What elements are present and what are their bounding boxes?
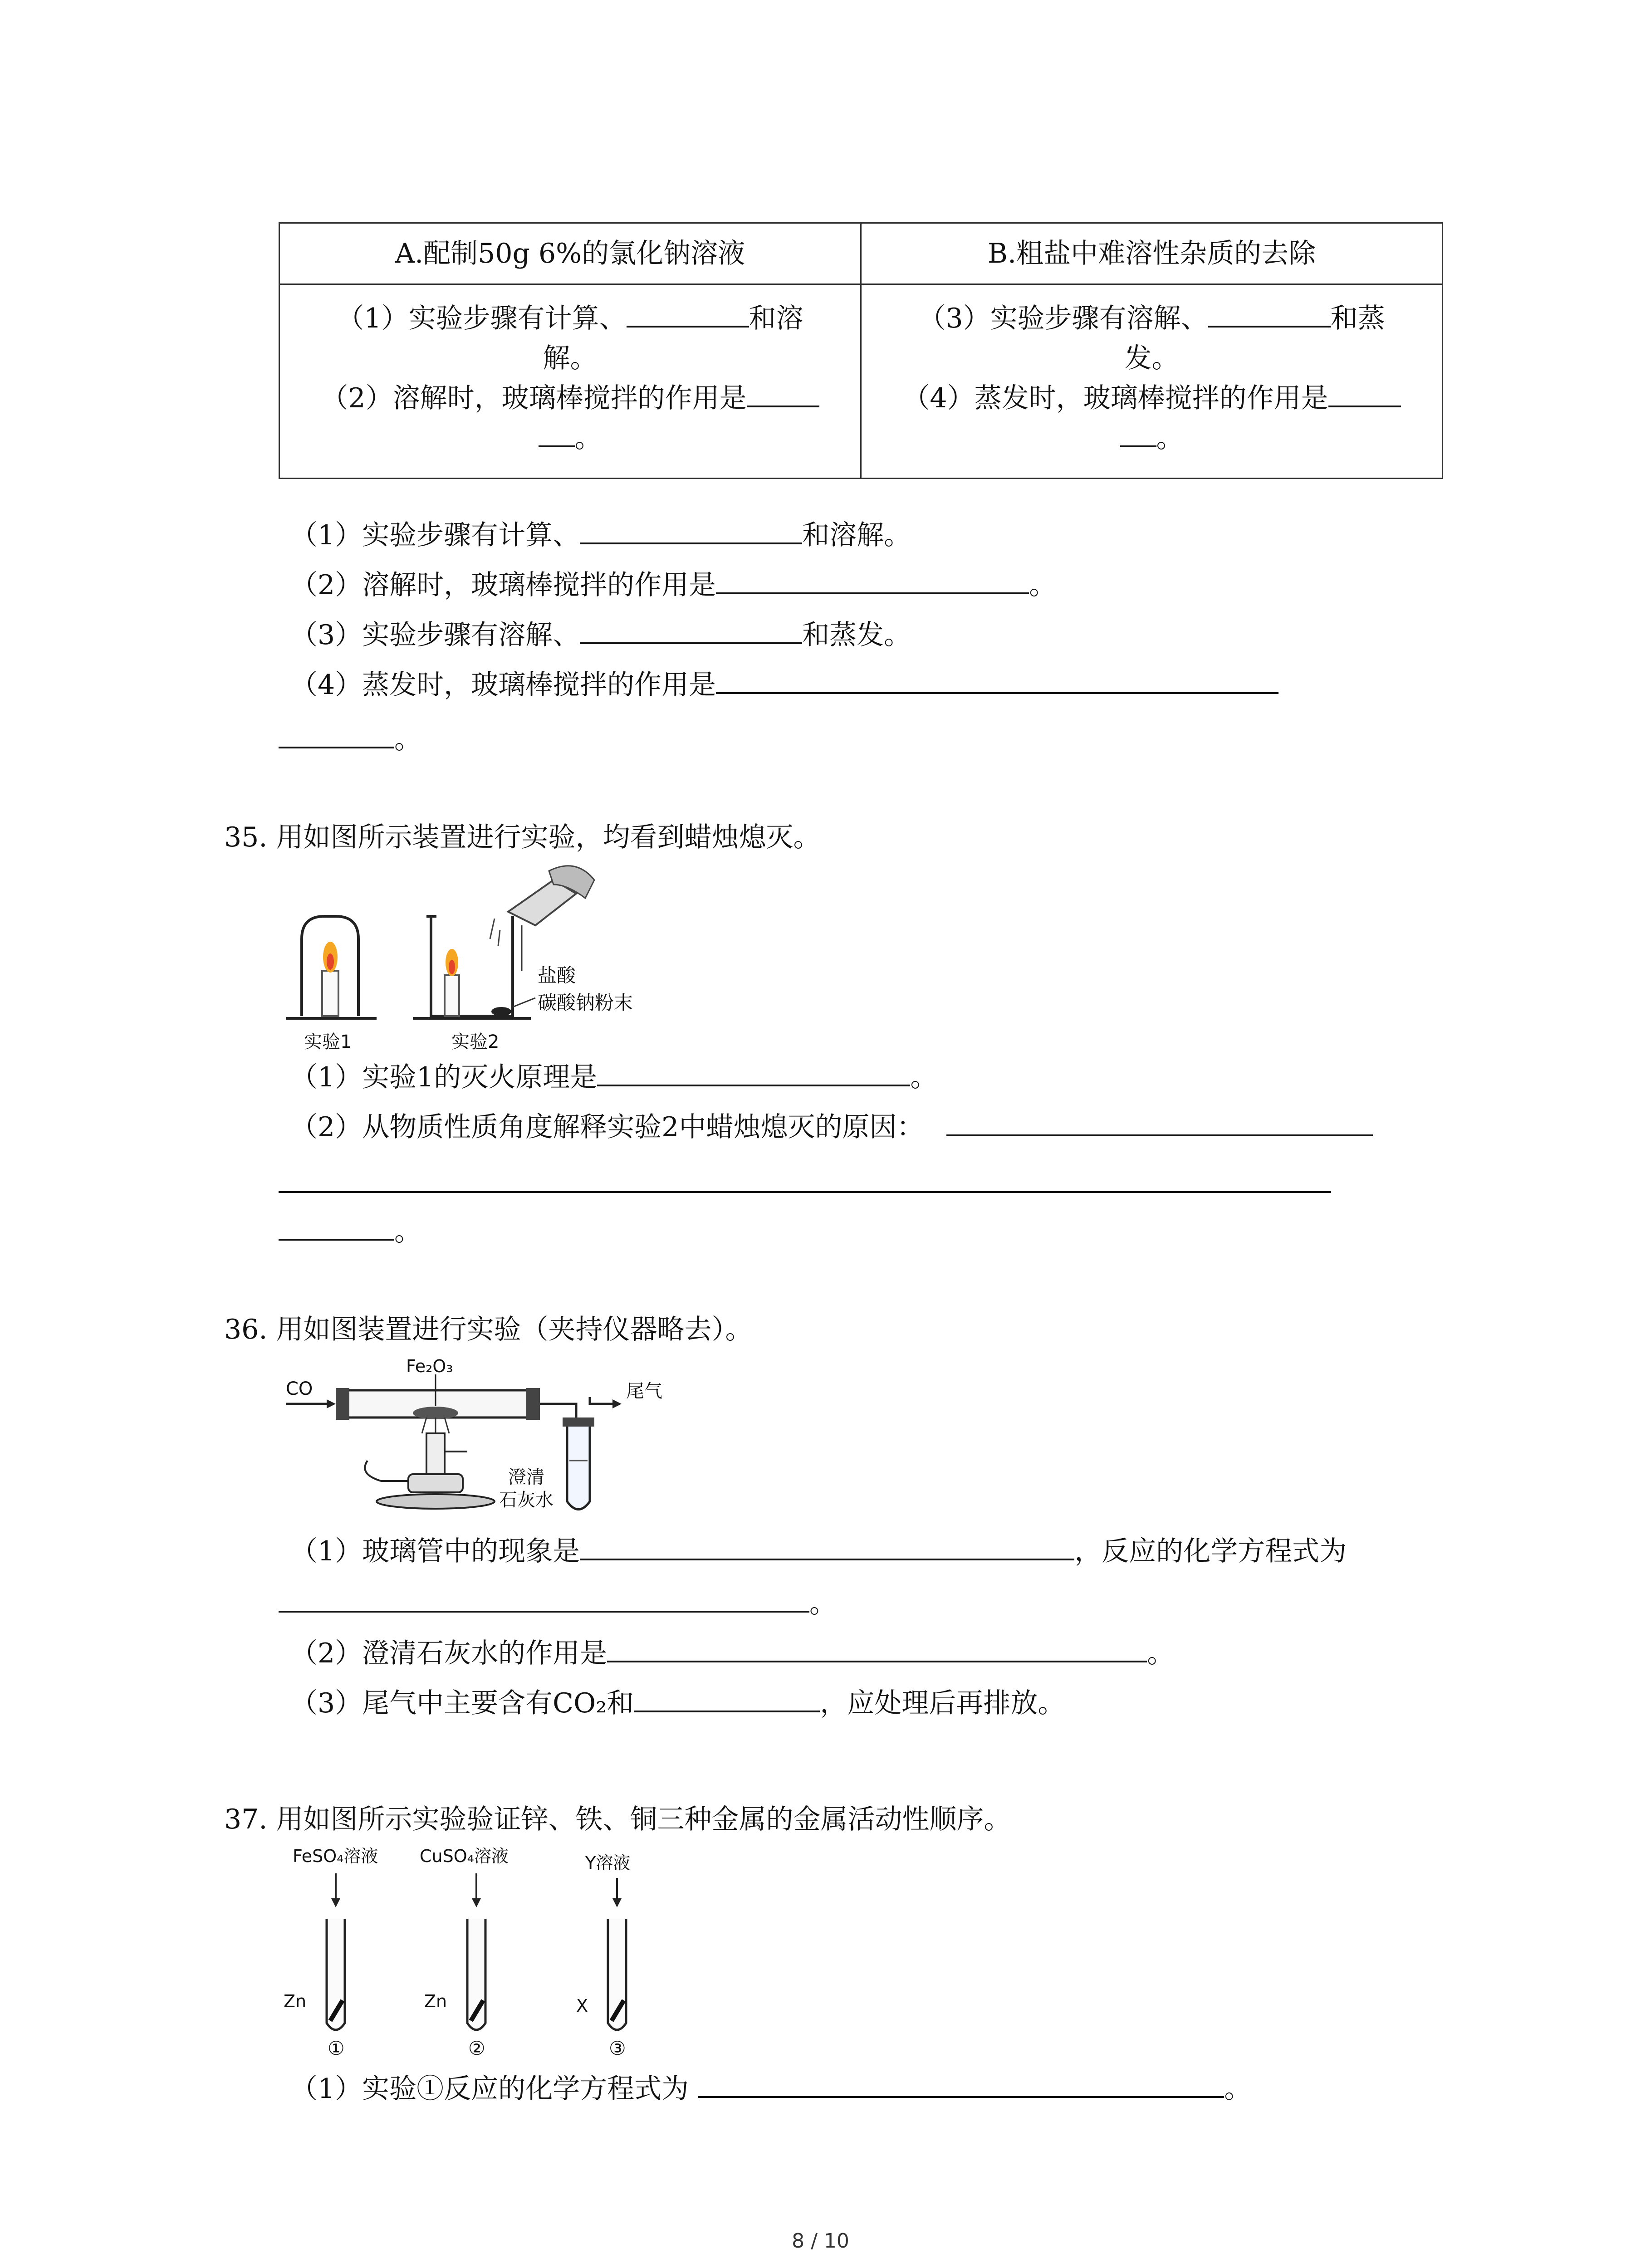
label-acid: 盐酸 [538,964,576,987]
answer-blank[interactable] [279,1166,1331,1193]
table-cell-a [279,284,861,479]
q35-line3 [279,1166,1331,1200]
q35-line1 [290,1059,937,1094]
q36-line2-end: 。 [809,1588,837,1619]
answer-blank[interactable] [580,617,802,644]
label-limewater-2: 石灰水 [499,1490,554,1510]
answer-blank[interactable] [634,1685,820,1712]
page-number: 8 / 10 [792,2229,849,2253]
tube3-solution-label: Y溶液 [585,1853,631,1873]
label-limewater-1: 澄清 [508,1467,544,1488]
q35-line2-text: （2）从物质性质角度解释实验2中蜡烛熄灭的原因： [290,1111,924,1143]
cell-a-line1-wrap: 解。 [543,342,598,374]
answer-blank[interactable] [716,567,1029,594]
label-fe2o3: Fe₂O₃ [406,1356,453,1376]
cell-b-line1-wrap: 发。 [1124,342,1179,374]
answer-blank[interactable] [580,517,802,544]
q34-line2-text: （2）溶解时，玻璃棒搅拌的作用是 [290,569,716,601]
q34-line4-text: （4）蒸发时，玻璃棒搅拌的作用是 [290,669,716,701]
comparison-table [279,222,1443,479]
q34-line2 [290,567,1056,601]
q37-stem: 37. 用如图所示实验验证锌、铁、铜三种金属的金属活动性顺序。 [224,1804,1011,1835]
metal3-label: X [576,1996,588,2016]
answer-blank[interactable] [1208,300,1331,327]
tube2-number: ② [468,2037,485,2059]
q34-line3 [290,617,911,651]
q36-line3-end: 。 [1147,1637,1175,1669]
answer-blank[interactable] [539,420,575,447]
test-tube-2 [467,1873,485,2030]
q36-line2 [279,1585,837,1620]
q34-line1-end: 和溶解。 [802,519,911,551]
label-exp1: 实验1 [304,1031,352,1052]
cell-b-line2: （4）蒸发时，玻璃棒搅拌的作用是 [902,382,1328,414]
label-exp2: 实验2 [451,1031,500,1052]
q36-line4-end: ，应处理后再排放。 [820,1687,1065,1719]
tube1-solution-label: FeSO₄溶液 [293,1846,378,1866]
q37-line1-text: （1）实验①反应的化学方程式为 [290,2073,689,2105]
tube2-solution-label: CuSO₄溶液 [420,1846,509,1866]
q37-line1 [290,2071,1251,2105]
q37-line1-end: 。 [1224,2073,1252,2105]
tube1-number: ① [328,2037,345,2059]
label-powder: 碳酸钠粉末 [538,992,633,1014]
q35-line4 [279,1213,421,1248]
q35-line2 [290,1109,1373,1144]
co-reduction-apparatus [286,1374,622,1510]
q36-stem: 36. 用如图装置进行实验（夹持仪器略去）。 [224,1314,753,1345]
q34-line5-end: 。 [394,723,421,755]
q34-line4 [290,667,1279,701]
answer-blank[interactable] [580,1533,1074,1560]
answer-blank[interactable] [627,300,749,327]
table-header-b: B.粗盐中难溶性杂质的去除 [861,223,1443,284]
q35-line1-text: （1）实验1的灭火原理是 [290,1061,598,1093]
q35-line4-end: 。 [394,1216,421,1247]
q36-line4-text: （3）尾气中主要含有CO₂和 [290,1687,634,1719]
q36-figure [277,1352,685,1533]
cell-a-line2-end: 。 [574,422,602,454]
q36-line3-text: （2）澄清石灰水的作用是 [290,1637,607,1669]
q34-line1-text: （1）实验步骤有计算、 [290,519,580,551]
cell-b-line1: （3）实验步骤有溶解、 [918,303,1208,334]
test-tube-3 [608,1878,626,2030]
q34-line1 [290,517,911,552]
q36-line3 [290,1635,1174,1670]
metal2-label: Zn [424,1991,447,2011]
q35-figure [277,862,658,1061]
cell-b-line2-end: 。 [1156,422,1184,454]
answer-blank[interactable] [946,1109,1373,1136]
q35-stem: 35. 用如图所示装置进行实验，均看到蜡烛熄灭。 [224,821,821,853]
exp1-apparatus [286,916,377,1018]
answer-blank[interactable] [1328,380,1401,407]
answer-blank[interactable] [279,721,394,748]
table-header-a: A.配制50g 6%的氯化钠溶液 [279,223,861,284]
metal1-label: Zn [284,1991,307,2011]
answer-blank[interactable] [747,380,819,407]
label-co: CO [286,1378,313,1399]
q35-line1-end: 。 [910,1061,938,1093]
cell-a-line1-end: 和溶 [749,303,803,334]
answer-blank[interactable] [607,1635,1147,1662]
tube3-number: ③ [609,2037,626,2059]
answer-blank[interactable] [279,1213,394,1241]
q34-line2-end: 。 [1029,569,1057,601]
cell-b-line1-end: 和蒸 [1330,303,1385,334]
answer-blank[interactable] [698,2071,1224,2098]
answer-blank[interactable] [597,1059,910,1086]
cell-a-line2: （2）溶解时，玻璃棒搅拌的作用是 [321,382,747,414]
answer-blank[interactable] [716,667,1279,694]
q36-line1 [290,1533,1347,1568]
q36-line1-mid: ，反应的化学方程式为 [1074,1535,1347,1567]
q36-line1-text: （1）玻璃管中的现象是 [290,1535,580,1567]
q37-figure [277,1842,685,2077]
label-tail-gas: 尾气 [626,1381,662,1402]
q34-line3-text: （3）实验步骤有溶解、 [290,619,580,651]
cell-a-line1: （1）实验步骤有计算、 [337,303,627,334]
table-cell-b [861,284,1443,479]
answer-blank[interactable] [279,1585,809,1613]
q36-line4 [290,1685,1065,1720]
test-tube-1 [327,1873,345,2030]
answer-blank[interactable] [1120,420,1156,447]
q34-line5 [279,721,421,756]
q34-line3-end: 和蒸发。 [802,619,911,651]
